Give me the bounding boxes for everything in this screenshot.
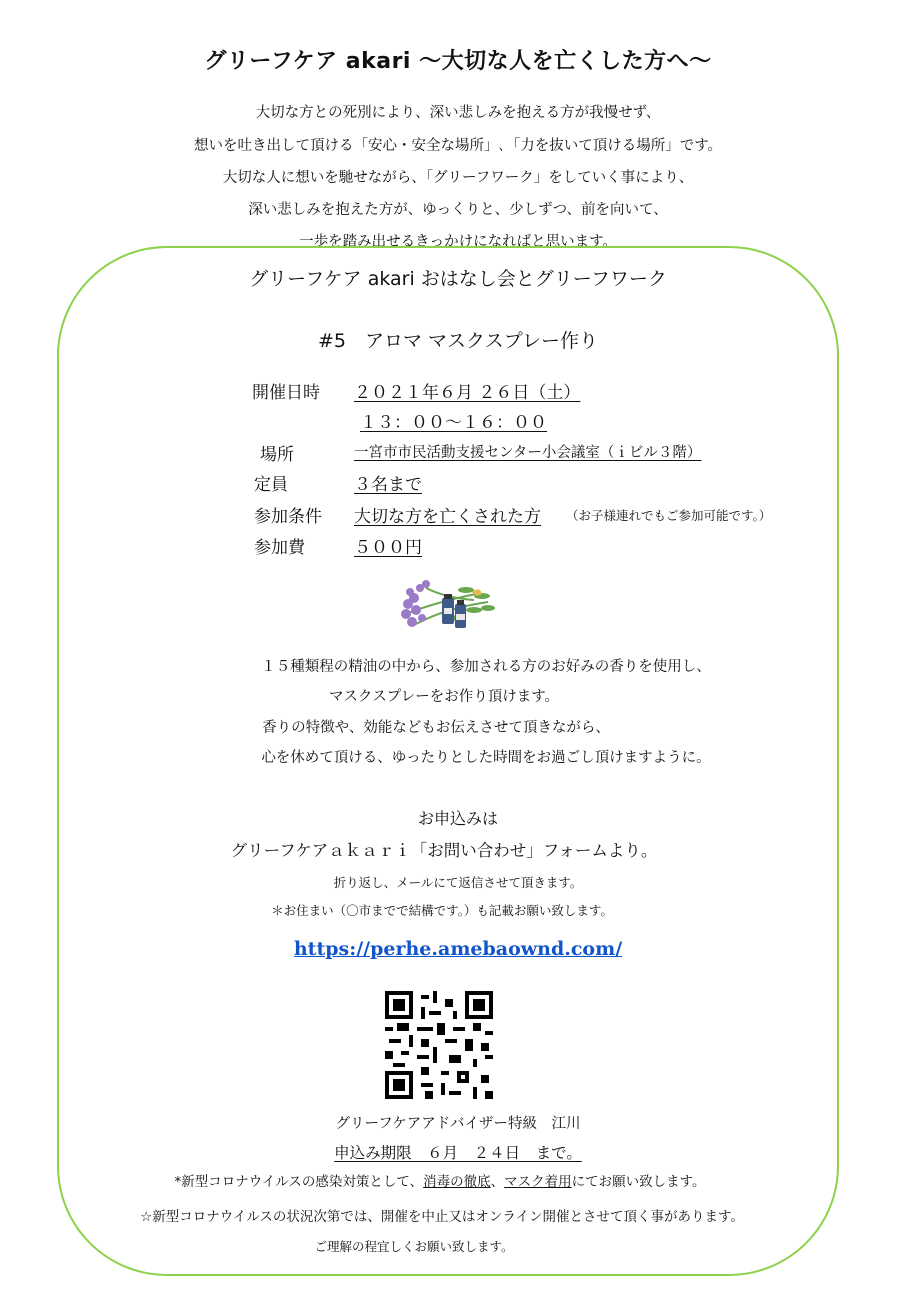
date-label: 開催日時 (252, 383, 320, 403)
covid-measures-suffix: にてお願い致します。 (571, 1174, 706, 1190)
apply-form: グリーフケアａｋａｒｉ「お問い合わせ」フォームより。 (230, 841, 658, 860)
covid-measures-comma: 、 (490, 1174, 505, 1190)
event-subtitle: グリーフケア akari おはなし会とグリーフワーク (249, 268, 667, 290)
event-name: #5 アロマ マスクスプレー作り (317, 330, 599, 352)
deadline: 申込み期限 ６月 ２４日 まで。 (334, 1144, 582, 1162)
lavender-bottles-illustration (396, 574, 500, 636)
intro-line-4: 深い悲しみを抱えた方が、ゆっくりと、少しずつ、前を向いて、 (248, 202, 668, 218)
place-value: 一宮市市民活動支援センター小会議室（ｉビル３階） (354, 445, 702, 461)
intro-line-1: 大切な方との死別により、深い悲しみを抱える方が我慢せず、 (255, 105, 661, 121)
covid-measures (0, 1170, 898, 1190)
covid-measures-prefix: *新型コロナウイルスの感染対策として、 (174, 1174, 424, 1190)
intro-line-2: 想いを吐き出して頂ける「安心・安全な場所」､「力を抜いて頂ける場所」です。 (193, 138, 723, 154)
cancel-note: ☆新型コロナウイルスの状況次第では、開催を中止又はオンライン開催とさせて頂く事があります。 (140, 1209, 744, 1225)
description-line-1: １５種類程の精油の中から、参加される方のお好みの香りを使用し、 (261, 659, 711, 675)
condition-value: 大切な方を亡くされた方 (354, 507, 541, 527)
description-line-3: 香りの特徴や、効能などもお伝えさせて頂きながら、 (262, 720, 610, 736)
page-title: グリーフケア akari ～大切な人を亡くした方へ～ (204, 49, 712, 74)
time-value: １３：００～１６：００ (360, 413, 547, 433)
condition-note: （お子様連れでもご参加可能です。） (566, 508, 772, 523)
covid-measures-disinfect: 消毒の徹底 (423, 1174, 491, 1190)
covid-measures-mask: マスク着用 (504, 1174, 572, 1190)
condition-label: 参加条件 (254, 507, 322, 527)
capacity-value: ３名まで (354, 475, 422, 495)
intro-line-3: 大切な人に想いを馳せながら、「グリーフワーク」をしていく事により、 (222, 170, 694, 186)
fee-label: 参加費 (254, 538, 305, 558)
qr-code (385, 991, 493, 1099)
place-label: 場所 (260, 445, 294, 465)
intro-line-5: 一歩を踏み出せるきっかけになればと思います。 (299, 234, 617, 250)
description-line-4: 心を休めて頂ける、ゆったりとした時間をお過ごし頂けますように。 (261, 750, 711, 766)
capacity-label: 定員 (254, 475, 288, 495)
fee-value: ５００円 (354, 538, 422, 558)
apply-address-note: ＊お住まい（〇市までで結構です。）も記載お願い致します。 (271, 903, 613, 918)
website-link[interactable]: https://perhe.amebaownd.com/ (293, 938, 623, 960)
advisor-name: グリーフケアアドバイザー特級 江川 (335, 1116, 581, 1132)
apply-reply: 折り返し、メールにて返信させて頂きます。 (333, 875, 583, 890)
thanks-note: ご理解の程宜しくお願い致します。 (314, 1239, 514, 1254)
description-line-2: マスクスプレーをお作り頂けます。 (328, 689, 560, 705)
apply-heading: お申込みは (417, 809, 498, 828)
date-value: ２０２１年６月 ２６日（土） (354, 383, 581, 403)
